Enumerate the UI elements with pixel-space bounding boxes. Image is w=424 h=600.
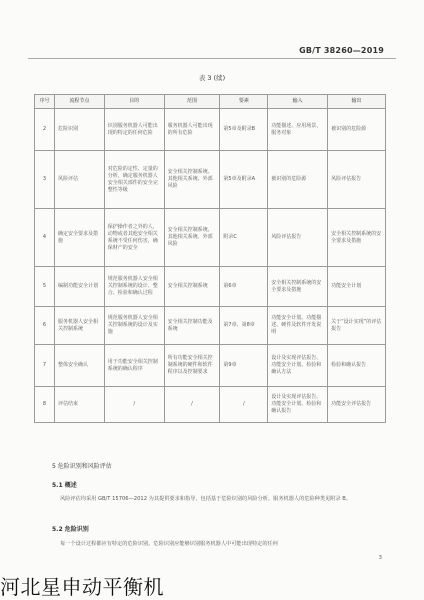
- cell-output: 功能安全评估报告: [328, 387, 386, 423]
- cell-input: 风险评估报告: [268, 209, 328, 267]
- cell-no: 6: [35, 307, 55, 345]
- section-5-2-title: 5.2 危险识别: [52, 526, 89, 533]
- cell-purpose: /: [104, 387, 164, 423]
- table-row: [35, 345, 386, 387]
- cell-purpose: 识别服务机器人可能出现的特定的任何危险: [104, 109, 164, 151]
- cell-input: 被识别的危险源: [268, 151, 328, 209]
- col-header-node: 流程节点: [54, 95, 104, 109]
- cell-node: 服务机器人安全相关控制系统: [54, 307, 104, 345]
- col-header-purpose: 目的: [104, 95, 164, 109]
- cell-input: 功能安全计划、功能描述、硬件及软件开发说明: [268, 307, 328, 345]
- cell-element: 第7章、第8章: [220, 307, 268, 345]
- cell-scope: /: [164, 387, 220, 423]
- col-header-input: 输入: [268, 95, 328, 109]
- cell-no: 7: [35, 345, 55, 387]
- cell-purpose: 保护操作者之外的人，动物或者其他安全相关系统不受任何伤害，确保财产的安全: [104, 209, 164, 267]
- cell-element: 第5章及附录A: [220, 151, 268, 209]
- cell-element: 附录C: [220, 209, 268, 267]
- cell-output: 关于“设计实现”的评估报告: [328, 307, 386, 345]
- cell-element: 第9章: [220, 345, 268, 387]
- table-caption: 表 3 (续): [198, 74, 226, 82]
- col-header-no: 序号: [35, 95, 55, 109]
- section-5-1-text: 风险评估均采用 GB/T 15706—2012 为其提供要求和指导，包括基于危险识别的风险分析。服务机器人的危险种类见附录 B。: [60, 496, 351, 502]
- cell-scope: 安全相关控制功能及系统: [164, 307, 220, 345]
- cell-scope: 安全相关控制系统、其他相关系统、外部风险: [164, 209, 220, 267]
- cell-no: 5: [35, 267, 55, 307]
- cell-output: 功能安全计划: [328, 267, 386, 307]
- cell-element: 第6章: [220, 267, 268, 307]
- cell-output: 检验和确认报告: [328, 345, 386, 387]
- cell-input: 设计及实现评估报告、功能安全计划、检验和确认方法: [268, 345, 328, 387]
- cell-node: 危险识别: [54, 109, 104, 151]
- col-header-element: 要素: [220, 95, 268, 109]
- table-row: [35, 267, 386, 307]
- cell-no: 8: [35, 387, 55, 423]
- cell-input: 功能描述、应用场景、服务对象: [268, 109, 328, 151]
- cell-element: /: [220, 387, 268, 423]
- table-row: [35, 109, 386, 151]
- watermark-text: 河北星申动平衡机: [0, 575, 164, 599]
- table-row: [35, 151, 386, 209]
- cell-input: 安全相关控制系统的安全要求及措施: [268, 267, 328, 307]
- cell-element: 第5章及附录B: [220, 109, 268, 151]
- section-5-title: 5 危险识别和风险评估: [52, 463, 112, 470]
- standard-code: GB/T 38260—2019: [299, 46, 384, 55]
- cell-node: 评估结束: [54, 387, 104, 423]
- cell-purpose: 对危险的定性、定量的分析，确定服务机器人安全相关部件的安全完整性等级: [104, 151, 164, 209]
- process-table: [34, 94, 386, 423]
- section-5-1-title: 5.1 概述: [52, 482, 77, 489]
- table-row: [35, 209, 386, 267]
- cell-purpose: 规范服务机器人安全相关控制系统的设计及实施: [104, 307, 164, 345]
- table-row: [35, 307, 386, 345]
- col-header-scope: 范围: [164, 95, 220, 109]
- cell-purpose: 用于功能安全相关控制系统的确认程序: [104, 345, 164, 387]
- cell-scope: 所有功能安全相关控制系统的硬件和软件程序以及控制要求: [164, 345, 220, 387]
- cell-node: 整体安全确认: [54, 345, 104, 387]
- cell-output: 安全相关控制系统的安全要求及措施: [328, 209, 386, 267]
- cell-input: 设计及实现评估报告、功能安全计划、检验和确认报告: [268, 387, 328, 423]
- page-number: 3: [378, 555, 382, 561]
- cell-purpose: 规范服务机器人安全相关控制系统的设计、整合、检验和确认过程: [104, 267, 164, 307]
- cell-output: 被识别的危险源: [328, 109, 386, 151]
- table-row: [35, 387, 386, 423]
- header-divider: [28, 58, 396, 59]
- cell-scope: 服务机器人可能出现的所有危险: [164, 109, 220, 151]
- cell-no: 4: [35, 209, 55, 267]
- cell-node: 编制功能安全计划: [54, 267, 104, 307]
- cell-no: 2: [35, 109, 55, 151]
- cell-node: 确定安全要求及措施: [54, 209, 104, 267]
- cell-scope: 安全相关控制系统、其他相关系统、外部风险: [164, 151, 220, 209]
- cell-no: 3: [35, 151, 55, 209]
- section-5-2-text: 每一个设计过程都应有特定的危险识别。危险识别应能够识别服务机器人中可能出现特定的任何: [60, 541, 278, 547]
- col-header-output: 输出: [328, 95, 386, 109]
- cell-scope: 安全相关控制系统: [164, 267, 220, 307]
- table-header-row: [35, 95, 386, 109]
- cell-output: 风险评估报告: [328, 151, 386, 209]
- cell-node: 风险评估: [54, 151, 104, 209]
